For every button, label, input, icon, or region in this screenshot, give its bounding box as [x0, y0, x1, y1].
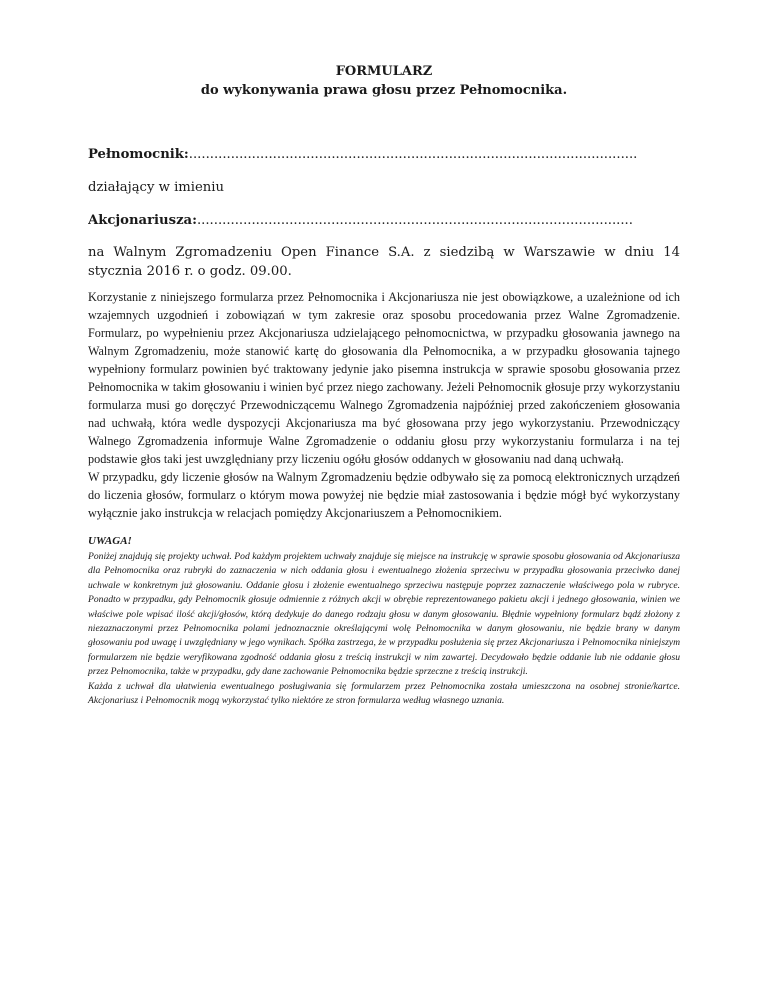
title-heading: FORMULARZ: [335, 64, 433, 79]
meeting-details: na Walnym Zgromadzeniu Open Finance S.A. z siedzibą w Warszawie w dniu 14 stycznia 2016 r. o godz. 09.00.: [88, 245, 680, 279]
proxy-dotted-line: ...........................................................................................................: [188, 147, 638, 162]
proxy-label: Pełnomocnik:: [88, 147, 189, 162]
instructions-paragraph-1: Korzystanie z niniejszego formularza przez Pełnomocnika i Akcjonariusza nie jest obowiązkowe, a uzależnione od ich wzajemnych uzgodnień i zobowiązań w tym zakresie oraz sposobu procedowania przez Walne Zgromadzenie. Formularz, po wypełnieniu przez Akcjonariusza udzielającego pełnomocnictwa, w przypadku głosowania jawnego na Walnym Zgromadzeniu, może stanowić kartę do głosowania dla Pełnomocnika, a w przypadku głosowania tajnego wypełniony formularz powinien być traktowany jedynie jako pisemna instrukcja w sprawie sposobu głosowania przez Pełnomocnika w takim głosowaniu i winien być przez niego zachowany. Jeżeli Pełnomocnik głosuje przy wykorzystaniu formularza musi go doręczyć Przewodniczącemu Walnego Zgromadzenia najpóźniej przed zakończeniem głosowania nad uchwałą, która wedle dyspozycji Akcjonariusza ma być głosowana przy jego wykorzystaniu. Przewodniczący Walnego Zgromadzenia informuje Walne Zgromadzenie o oddaniu głosu przy wykorzystaniu formularza i na tej podstawie głos taki jest uwzględniany przy liczeniu ogółu głosów oddanych w głosowaniu nad daną uchwałą.: [88, 290, 680, 466]
shareholder-label: Akcjonariusza:: [88, 213, 197, 228]
form-title: [88, 62, 680, 100]
title-subheading: do wykonywania prawa głosu przez Pełnomocnika.: [200, 83, 568, 98]
notice-heading: UWAGA!: [88, 535, 132, 547]
notice-section: [88, 534, 680, 708]
acting-on-behalf-text: działający w imieniu: [88, 180, 225, 195]
shareholder-field: [88, 211, 680, 230]
notice-paragraph-1: Poniżej znajdują się projekty uchwał. Pod każdym projektem uchwały znajduje się miejsce na instrukcję w sprawie sposobu głosowania od Akcjonariusza dla Pełnomocnika oraz rubryki do zaznaczenia w nich oddania głosu i ewentualnego złożenia sprzeciwu w przypadku głosowania przeciwko danej uchwale w konkretnym już głosowaniu. Oddanie głosu i złożenie ewentualnego sprzeciwu następuje poprzez zaznaczenie właściwego pola w rubryce. Ponadto w przypadku, gdy Pełnomocnik głosuje odmiennie z różnych akcji w obrębie reprezentowanego pakietu akcji i jednego głosowania, winien we właściwe pole wpisać ilość akcji/głosów, którą dedykuje do danego rodzaju głosu w danym głosowaniu. Błędnie wypełniony formularz bądź złożony z niezaznaczonymi przez Pełnomocnika polami jednoznacznie określającymi wolę Pełnomocnika w danym głosowaniu, nie będzie brany w danym głosowaniu pod uwagę i uwzględniany w jego wynikach. Spółka zastrzega, że w przypadku posłużenia się przez Akcjonariusza i Pełnomocnika niniejszym formularzem nie będzie weryfikowana zgodność oddania głosu z treścią instrukcji w nim zawartej. Decydowało będzie oddanie lub nie oddanie głosu przez Pełnomocnika, także w przypadku, gdy dane zachowanie Pełnomocnika będzie sprzeczne z treścią instrukcji.: [88, 551, 680, 678]
proxy-field: [88, 145, 680, 164]
instructions-paragraph-2: W przypadku, gdy liczenie głosów na Walnym Zgromadzeniu będzie odbywało się za pomocą elektronicznych urządzeń do liczenia głosów, formularz o którym mowa powyżej nie będzie miał zastosowania i będzie mógł być wykorzystany wyłącznie jako instrukcja w relacjach pomiędzy Akcjonariuszem a Pełnomocnikiem.: [88, 470, 680, 520]
shareholder-dotted-line: ........................................................................................................: [196, 213, 633, 228]
form-instructions: [88, 288, 680, 522]
notice-paragraph-2: Każda z uchwał dla ułatwienia ewentualnego posługiwania się formularzem przez Pełnomocnika została umieszczona na osobnej stronie/kartce. Akcjonariusz i Pełnomocnik mogą wykorzystać tylko niektóre ze stron formularza według własnego uznania.: [88, 680, 680, 707]
